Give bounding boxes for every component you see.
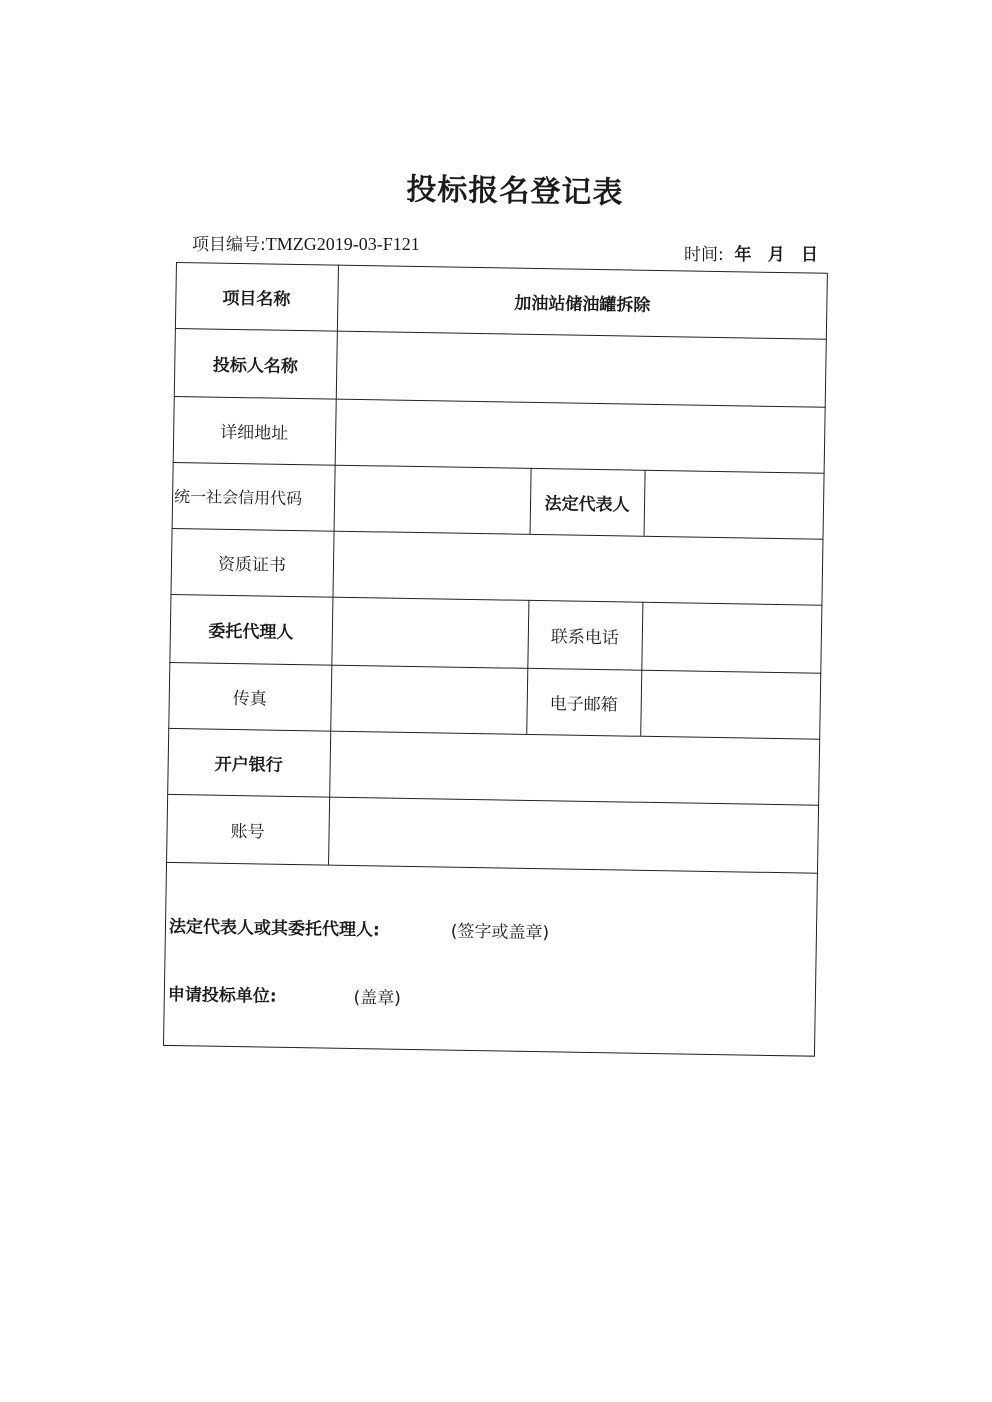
credit-code-label: 统一社会信用代码 xyxy=(173,486,303,508)
address-field[interactable] xyxy=(335,399,826,473)
signature-rep-label: 法定代表人或其委托代理人: xyxy=(168,916,380,941)
email-label: 电子邮箱 xyxy=(549,693,618,715)
document-title: 投标报名登记表 xyxy=(406,172,624,211)
legal-rep-field[interactable] xyxy=(644,470,825,539)
project-name-label: 项目名称 xyxy=(222,288,291,310)
phone-field[interactable] xyxy=(641,602,822,673)
project-code xyxy=(192,230,420,255)
qualification-field[interactable] xyxy=(332,531,823,605)
date-field xyxy=(684,240,818,265)
legal-rep-label: 法定代表人 xyxy=(544,493,630,516)
bidder-name-label: 投标人名称 xyxy=(212,355,298,377)
email-field[interactable] xyxy=(640,670,821,739)
agent-label: 委托代理人 xyxy=(208,621,294,643)
credit-code-field[interactable] xyxy=(334,465,531,534)
account-field[interactable] xyxy=(328,797,819,873)
time-label: 时间: xyxy=(684,245,724,265)
signature-unit-line xyxy=(168,980,401,1009)
signature-unit-note: (盖章) xyxy=(353,988,402,1009)
bidder-name-field[interactable] xyxy=(336,331,827,407)
phone-label: 联系电话 xyxy=(550,626,619,648)
address-label: 详细地址 xyxy=(220,422,289,444)
account-label: 账号 xyxy=(230,821,265,843)
bank-field[interactable] xyxy=(329,731,820,805)
fax-label: 传真 xyxy=(232,688,267,710)
project-code-label: 项目编号: xyxy=(192,235,266,255)
agent-field[interactable] xyxy=(331,597,528,668)
qualification-label: 资质证书 xyxy=(217,554,287,576)
project-code-value: TMZG2019-03-F121 xyxy=(265,234,420,254)
fax-field[interactable] xyxy=(330,665,527,734)
time-month: 月 xyxy=(767,245,785,265)
time-day: 日 xyxy=(800,245,818,265)
bank-label: 开户银行 xyxy=(214,754,283,776)
project-name-value: 加油站储油罐拆除 xyxy=(514,293,651,316)
time-year: 年 xyxy=(734,245,752,265)
registration-form-table xyxy=(163,262,830,1059)
signature-unit-label: 申请投标单位: xyxy=(167,984,277,1007)
signature-rep-note: (签字或盖章) xyxy=(450,921,550,944)
